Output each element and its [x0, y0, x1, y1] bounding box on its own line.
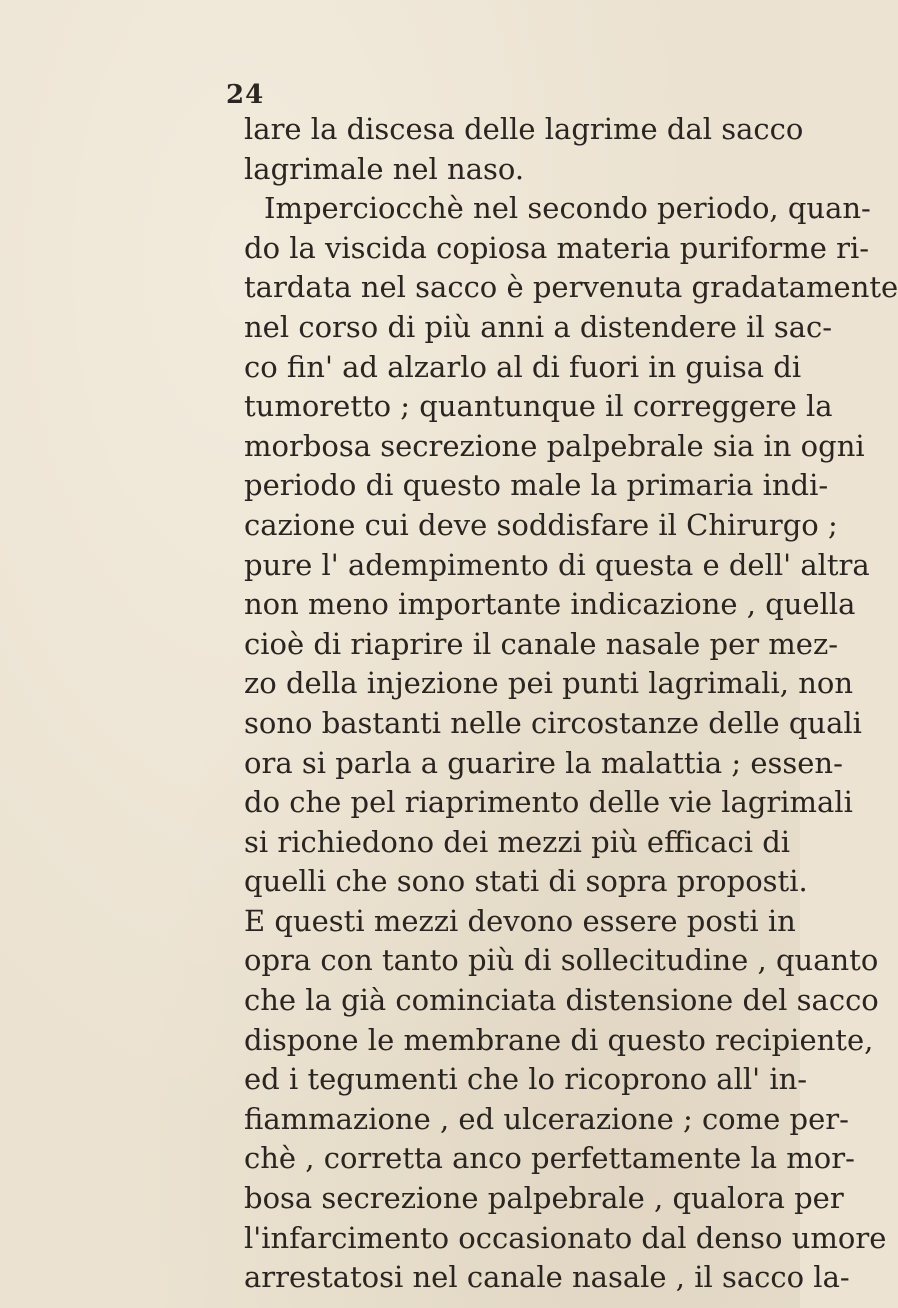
text-line: cioè di riaprire il canale nasale per mez-	[244, 626, 839, 661]
text-line: arrestatosi nel canale nasale , il sacco la-	[244, 1260, 850, 1295]
text-line: ora si parla a guarire la malattia ; essen-	[244, 745, 843, 780]
body-text	[244, 110, 898, 1298]
text-line: E questi mezzi devono essere posti in	[244, 903, 796, 938]
text-line: nel corso di più anni a distendere il sac-	[244, 309, 833, 344]
text-line: quelli che sono stati di sopra proposti.	[244, 864, 808, 899]
text-line: che la già cominciata distensione del sacco	[244, 983, 879, 1018]
text-line: zo della injezione pei punti lagrimali, non	[244, 666, 854, 701]
text-line: tardata nel sacco è pervenuta gradatamente	[244, 270, 898, 305]
text-line: dispone le membrane di questo recipiente,	[244, 1022, 874, 1057]
text-line: morbosa secrezione palpebrale sia in ogni	[244, 428, 865, 463]
text-line: chè , corretta anco perfettamente la mor-	[244, 1141, 855, 1176]
text-line: si richiedono dei mezzi più efficaci di	[244, 824, 791, 859]
text-line: do che pel riaprimento delle vie lagrimali	[244, 785, 853, 820]
text-line: opra con tanto più di sollecitudine , quanto	[244, 943, 879, 978]
text-line: bosa secrezione palpebrale , qualora per	[244, 1181, 844, 1216]
text-line: lare la discesa delle lagrime dal sacco	[244, 112, 804, 146]
text-line: l'infarcimento occasionato dal denso umore	[244, 1220, 887, 1255]
page-number: 24	[226, 80, 265, 110]
text-line: periodo di questo male la primaria indi-	[244, 468, 829, 503]
text-line: lagrimale nel naso.	[244, 151, 525, 186]
text-line: do la viscida copiosa materia puriforme ri-	[244, 230, 870, 265]
text-line: tumoretto ; quantunque il correggere la	[244, 389, 833, 424]
text-line: Imperciocchè nel secondo periodo, quan-	[264, 191, 871, 226]
text-line: cazione cui deve soddisfare il Chirurgo ;	[244, 507, 838, 542]
text-line: pure l' adempimento di questa e dell' altra	[244, 547, 870, 582]
text-line: sono bastanti nelle circostanze delle quali	[244, 705, 862, 740]
text-line: non meno importante indicazione , quella	[244, 587, 856, 622]
text-line: ed i tegumenti che lo ricoprono all' in-	[244, 1062, 808, 1097]
text-line: co fin' ad alzarlo al di fuori in guisa di	[244, 349, 802, 384]
text-line: fiammazione , ed ulcerazione ; come per-	[244, 1101, 849, 1136]
